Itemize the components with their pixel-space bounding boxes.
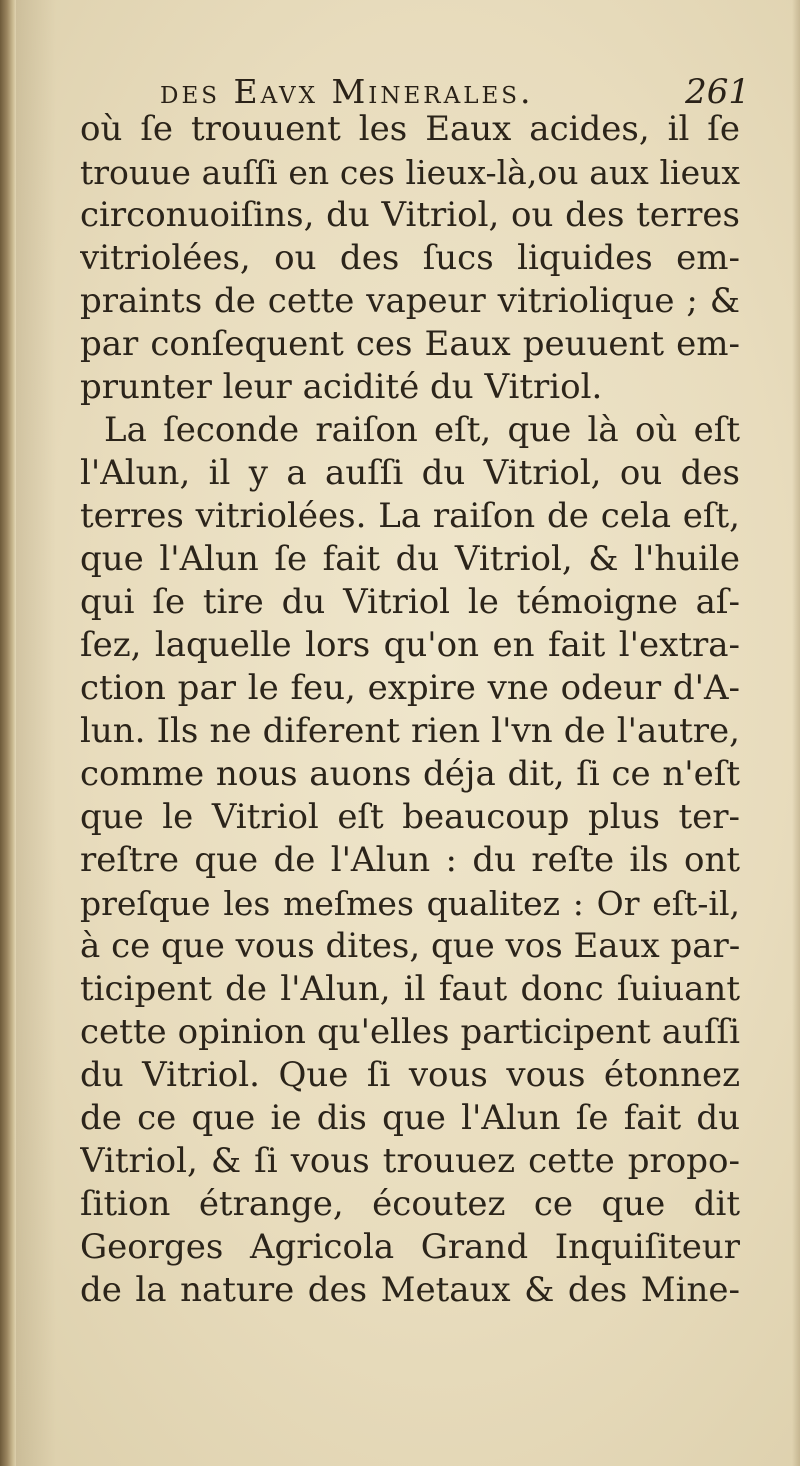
text-line: circonuoiſins, du Vitriol, ou des terres bbox=[80, 195, 740, 235]
text-line: La ſeconde raiſon eſt, que là où eſt bbox=[104, 410, 740, 450]
binding-edge bbox=[0, 0, 16, 1466]
text-line: ction par le feu, expire vne odeur d'A- bbox=[80, 668, 740, 708]
text-line: reſtre que de l'Alun : du reſte ils ont bbox=[80, 840, 740, 880]
text-line: lun. Ils ne diferent rien l'vn de l'autre, bbox=[80, 711, 740, 751]
page-number: 261 bbox=[685, 72, 750, 112]
text-line: que l'Alun ſe fait du Vitriol, & l'huile bbox=[80, 539, 740, 579]
text-line: du Vitriol. Que ſi vous vous étonnez bbox=[80, 1055, 740, 1095]
text-line: l'Alun, il y a auſſi du Vitriol, ou des bbox=[80, 453, 740, 493]
text-line: à ce que vous dites, que vos Eaux par- bbox=[80, 926, 740, 966]
text-line: praints de cette vapeur vitriolique ; & bbox=[80, 281, 740, 321]
text-line: de ce que ie dis que l'Alun ſe fait du bbox=[80, 1098, 740, 1138]
text-line: où ſe trouuent les Eaux acides, il ſe bbox=[80, 109, 740, 149]
text-line: prunter leur acidité du Vitriol. bbox=[80, 367, 603, 407]
text-line: ticipent de l'Alun, il faut donc ſuiuant bbox=[80, 969, 740, 1009]
text-line: cette opinion qu'elles participent auſſi bbox=[80, 1012, 740, 1052]
text-line: Georges Agricola Grand Inquiſiteur bbox=[80, 1227, 740, 1267]
text-line: Vitriol, & ſi vous trouuez cette propo- bbox=[80, 1141, 740, 1181]
text-line: par conſequent ces Eaux peuuent em- bbox=[80, 324, 740, 364]
text-line: comme nous auons déja dit, ſi ce n'eſt bbox=[80, 754, 740, 794]
text-line: preſque les meſmes qualitez : Or eſt-il, bbox=[80, 884, 740, 923]
text-line: ſez, laquelle lors qu'on en fait l'extra- bbox=[80, 625, 740, 665]
page-edge bbox=[792, 0, 800, 1466]
text-line: que le Vitriol eſt beaucoup plus ter- bbox=[80, 797, 740, 837]
text-line: ſition étrange, écoutez ce que dit bbox=[80, 1184, 740, 1224]
text-line: de la nature des Metaux & des Mine- bbox=[80, 1270, 740, 1310]
text-line: vitriolées, ou des ſucs liquides em- bbox=[80, 238, 740, 278]
text-line: qui ſe tire du Vitriol le témoigne aſ- bbox=[80, 582, 740, 622]
running-title: des Eavx Minerales. bbox=[160, 72, 534, 111]
text-line: terres vitriolées. La raiſon de cela eſt, bbox=[80, 496, 740, 536]
text-line: trouue auſſi en ces lieux-là,ou aux lieux bbox=[80, 153, 740, 192]
gutter-shadow bbox=[16, 0, 56, 1466]
body-text bbox=[80, 108, 740, 1312]
